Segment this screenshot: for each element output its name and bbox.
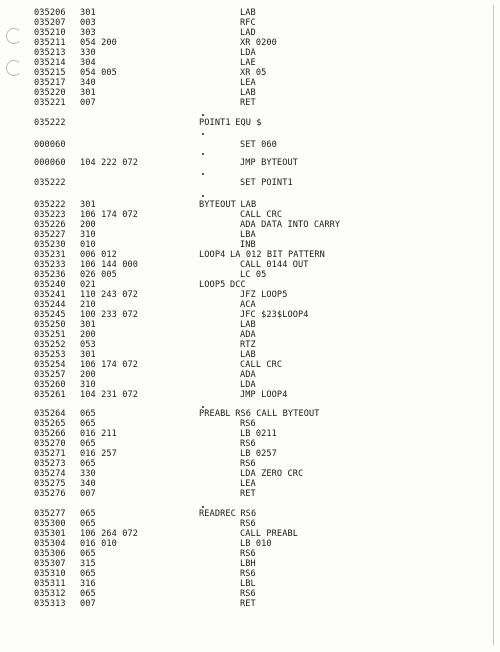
line-address: 035312 [34, 589, 66, 599]
line-address: 035213 [34, 48, 66, 58]
line-opcode-bytes: 110 243 072 [80, 290, 139, 300]
listing-line [0, 429, 500, 439]
listing-line [0, 18, 500, 28]
line-instruction: CALL 0144 OUT [240, 260, 309, 270]
line-address: 035223 [34, 210, 66, 220]
listing-line [0, 549, 500, 559]
line-instruction: LEA [240, 479, 256, 489]
line-opcode-bytes: 104 231 072 [80, 390, 139, 400]
line-instruction: RS6 CALL BYTEOUT [235, 409, 320, 419]
listing-line [0, 449, 500, 459]
listing-line [0, 350, 500, 360]
line-instruction: ADA [240, 370, 256, 380]
line-opcode-bytes: 007 [80, 599, 96, 609]
listing-line [0, 260, 500, 270]
line-address: 035244 [34, 300, 66, 310]
line-instruction: CALL CRC [240, 210, 283, 220]
listing-line [0, 270, 500, 280]
line-opcode-bytes: 340 [80, 78, 96, 88]
line-address: 000060 [34, 140, 66, 150]
line-opcode-bytes: 054 005 [80, 68, 117, 78]
line-opcode-bytes: 303 [80, 28, 96, 38]
line-opcode-bytes: 016 010 [80, 539, 117, 549]
line-instruction: JFZ LOOP5 [240, 290, 288, 300]
line-instruction: LDA [240, 48, 256, 58]
line-instruction: RS6 [240, 589, 256, 599]
line-opcode-bytes: 065 [80, 409, 96, 419]
line-opcode-bytes: 016 211 [80, 429, 117, 439]
line-address: 035215 [34, 68, 66, 78]
line-opcode-bytes: 315 [80, 559, 96, 569]
line-instruction: EQU $ [235, 118, 262, 128]
listing-line [0, 290, 500, 300]
line-address: 035236 [34, 270, 66, 280]
line-label: PREABL [199, 409, 231, 419]
line-address: 035257 [34, 370, 66, 380]
line-address: 035275 [34, 479, 66, 489]
line-instruction: LAE [240, 58, 256, 68]
line-instruction: RS6 [240, 519, 256, 529]
line-label: BYTEOUT [199, 200, 236, 210]
line-address: 035226 [34, 220, 66, 230]
line-opcode-bytes: 316 [80, 579, 96, 589]
listing-line [0, 250, 500, 260]
listing-line [0, 539, 500, 549]
line-address: 035266 [34, 429, 66, 439]
line-opcode-bytes: 106 174 072 [80, 210, 139, 220]
line-opcode-bytes: 310 [80, 230, 96, 240]
line-instruction: LDA [240, 380, 256, 390]
line-opcode-bytes: 021 [80, 280, 96, 290]
line-address: 035211 [34, 38, 66, 48]
line-opcode-bytes: 106 144 000 [80, 260, 139, 270]
listing-line [0, 320, 500, 330]
line-opcode-bytes: 106 264 072 [80, 529, 139, 539]
line-opcode-bytes: 065 [80, 569, 96, 579]
line-opcode-bytes: 301 [80, 320, 96, 330]
listing-line [0, 589, 500, 599]
line-address: 035304 [34, 539, 66, 549]
line-address: 035233 [34, 260, 66, 270]
line-instruction: JMP BYTEOUT [240, 158, 299, 168]
line-instruction: DCC [230, 280, 246, 290]
listing-line [0, 140, 500, 150]
listing-line [0, 419, 500, 429]
listing-line [0, 210, 500, 220]
line-address: 035254 [34, 360, 66, 370]
line-opcode-bytes: 065 [80, 589, 96, 599]
line-instruction: LAB [240, 200, 257, 210]
line-instruction: LAB [240, 88, 256, 98]
listing-line [0, 489, 500, 499]
listing-line [0, 280, 500, 290]
listing-line [0, 579, 500, 589]
line-address: 035311 [34, 579, 66, 589]
listing-line [0, 68, 500, 78]
line-opcode-bytes: 007 [80, 489, 96, 499]
line-opcode-bytes: 301 [80, 350, 96, 360]
line-address: 035260 [34, 380, 66, 390]
line-address: 035306 [34, 549, 66, 559]
line-address: 035251 [34, 330, 66, 340]
line-instruction: RTZ [240, 340, 256, 350]
listing-line [0, 390, 500, 400]
line-instruction: JMP LOOP4 [240, 390, 288, 400]
line-instruction: ADA [240, 330, 256, 340]
line-instruction: INB [240, 240, 256, 250]
annotation-dot [202, 114, 204, 116]
line-address: 035206 [34, 8, 66, 18]
listing-line [0, 370, 500, 380]
line-opcode-bytes: 304 [80, 58, 96, 68]
listing-line [0, 360, 500, 370]
listing-line [0, 409, 500, 419]
line-instruction: RS6 [240, 419, 256, 429]
line-address: 035300 [34, 519, 66, 529]
line-address: 035274 [34, 469, 66, 479]
listing-line [0, 529, 500, 539]
listing-line [0, 158, 500, 168]
line-address: 035276 [34, 489, 66, 499]
line-address: 035240 [34, 280, 66, 290]
line-instruction: XR 0200 [240, 38, 277, 48]
line-opcode-bytes: 200 [80, 370, 96, 380]
line-address: 035230 [34, 240, 66, 250]
line-address: 035207 [34, 18, 66, 28]
line-opcode-bytes: 301 [80, 8, 96, 18]
line-label: READREC [199, 509, 236, 519]
line-instruction: ACA [240, 300, 256, 310]
line-address: 035222 [34, 118, 66, 128]
listing-line [0, 98, 500, 108]
line-instruction: LDA ZERO CRC [240, 469, 304, 479]
line-opcode-bytes: 026 005 [80, 270, 117, 280]
line-opcode-bytes: 210 [80, 300, 96, 310]
line-address: 035270 [34, 439, 66, 449]
line-address: 035253 [34, 350, 66, 360]
listing-line [0, 88, 500, 98]
line-instruction: SET 060 [240, 140, 277, 150]
line-address: 035277 [34, 509, 66, 519]
listing-line [0, 200, 500, 210]
line-instruction: RS6 [240, 569, 256, 579]
line-address: 035261 [34, 390, 66, 400]
listing-line [0, 569, 500, 579]
line-address: 035241 [34, 290, 66, 300]
line-opcode-bytes: 065 [80, 549, 96, 559]
line-address: 035264 [34, 409, 66, 419]
listing-line [0, 220, 500, 230]
annotation-dot [202, 195, 204, 197]
line-opcode-bytes: 065 [80, 439, 96, 449]
listing-line [0, 78, 500, 88]
line-opcode-bytes: 310 [80, 380, 96, 390]
line-address: 035214 [34, 58, 66, 68]
listing-line [0, 330, 500, 340]
line-instruction: LEA [240, 78, 256, 88]
listing-line [0, 240, 500, 250]
line-opcode-bytes: 016 257 [80, 449, 117, 459]
line-instruction: SET POINT1 [240, 178, 293, 188]
listing-line [0, 8, 500, 18]
line-label: LOOP5 [199, 280, 226, 290]
line-address: 035310 [34, 569, 66, 579]
line-opcode-bytes: 054 200 [80, 38, 117, 48]
line-address: 035222 [34, 178, 66, 188]
listing-line [0, 118, 500, 128]
line-instruction: LC 05 [240, 270, 267, 280]
line-opcode-bytes: 200 [80, 330, 96, 340]
listing-line [0, 439, 500, 449]
line-opcode-bytes: 065 [80, 509, 96, 519]
line-address: 035220 [34, 88, 66, 98]
listing-line [0, 509, 500, 519]
listing-line [0, 380, 500, 390]
line-opcode-bytes: 065 [80, 459, 96, 469]
line-opcode-bytes: 003 [80, 18, 96, 28]
listing-line [0, 28, 500, 38]
line-opcode-bytes: 100 233 072 [80, 310, 139, 320]
line-instruction: LB 010 [240, 539, 272, 549]
line-instruction: RS6 [240, 439, 256, 449]
listing-line [0, 48, 500, 58]
line-address: 035252 [34, 340, 66, 350]
line-opcode-bytes: 010 [80, 240, 96, 250]
annotation-dot [202, 506, 204, 508]
line-instruction: LAD [240, 28, 256, 38]
listing-line [0, 599, 500, 609]
line-label: POINT1 [199, 118, 231, 128]
line-address: 035250 [34, 320, 66, 330]
line-address: 035307 [34, 559, 66, 569]
listing-line [0, 58, 500, 68]
line-instruction: LA 012 BIT PATTERN [230, 250, 325, 260]
line-label: LOOP4 [199, 250, 226, 260]
line-instruction: LBA [240, 230, 256, 240]
line-address: 035231 [34, 250, 66, 260]
line-address: 035210 [34, 28, 66, 38]
line-instruction: CALL CRC [240, 360, 283, 370]
line-instruction: LB 0211 [240, 429, 277, 439]
listing-line [0, 479, 500, 489]
line-opcode-bytes: 200 [80, 220, 96, 230]
listing-line [0, 340, 500, 350]
line-opcode-bytes: 340 [80, 479, 96, 489]
line-opcode-bytes: 007 [80, 98, 96, 108]
listing-line [0, 559, 500, 569]
listing-line [0, 459, 500, 469]
line-address: 035271 [34, 449, 66, 459]
line-opcode-bytes: 104 222 072 [80, 158, 139, 168]
line-opcode-bytes: 330 [80, 469, 96, 479]
line-address: 035227 [34, 230, 66, 240]
line-opcode-bytes: 053 [80, 340, 96, 350]
annotation-dot [202, 173, 204, 175]
line-instruction: RS6 [240, 549, 256, 559]
line-instruction: LAB [240, 320, 256, 330]
line-opcode-bytes: 106 174 072 [80, 360, 139, 370]
line-instruction: CALL PREABL [240, 529, 299, 539]
line-opcode-bytes: 301 [80, 88, 96, 98]
line-address: 035217 [34, 78, 66, 88]
line-instruction: XR 05 [240, 68, 267, 78]
line-instruction: RS6 [240, 459, 256, 469]
line-address: 035265 [34, 419, 66, 429]
line-opcode-bytes: 065 [80, 419, 96, 429]
line-instruction: RFC [240, 18, 256, 28]
line-instruction: LAB [240, 8, 256, 18]
listing-line [0, 469, 500, 479]
line-instruction: RS6 [240, 509, 257, 519]
line-instruction: JFC $23$LOOP4 [240, 310, 309, 320]
line-instruction: RET [240, 489, 256, 499]
line-instruction: LBH [240, 559, 256, 569]
line-instruction: RET [240, 98, 256, 108]
listing-line [0, 178, 500, 188]
line-address: 000060 [34, 158, 66, 168]
line-address: 035273 [34, 459, 66, 469]
annotation-dot [202, 133, 204, 135]
line-opcode-bytes: 006 012 [80, 250, 117, 260]
listing-line [0, 230, 500, 240]
line-opcode-bytes: 065 [80, 519, 96, 529]
line-instruction: LB 0257 [240, 449, 277, 459]
line-address: 035301 [34, 529, 66, 539]
listing-line [0, 310, 500, 320]
line-opcode-bytes: 330 [80, 48, 96, 58]
annotation-dot [202, 153, 204, 155]
line-address: 035222 [34, 200, 66, 210]
line-address: 035313 [34, 599, 66, 609]
listing-line [0, 38, 500, 48]
line-address: 035221 [34, 98, 66, 108]
line-instruction: ADA DATA INTO CARRY [240, 220, 341, 230]
line-address: 035245 [34, 310, 66, 320]
line-instruction: LBL [240, 579, 256, 589]
listing-line [0, 300, 500, 310]
line-opcode-bytes: 301 [80, 200, 96, 210]
line-instruction: RET [240, 599, 256, 609]
listing-line [0, 519, 500, 529]
line-instruction: LAB [240, 350, 256, 360]
annotation-dot [202, 406, 204, 408]
